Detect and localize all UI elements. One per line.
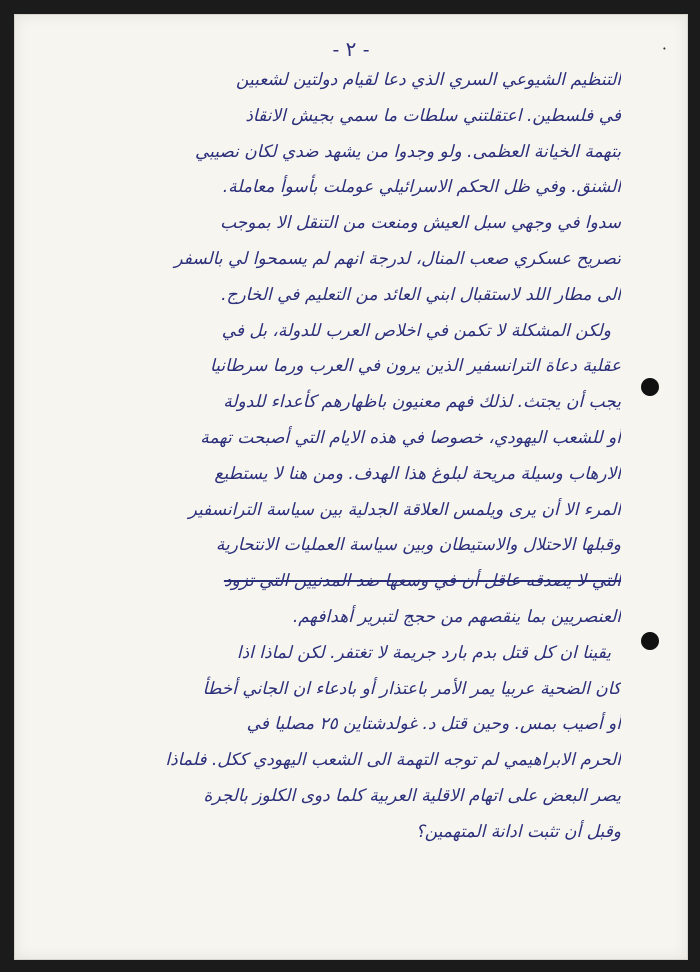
document-page xyxy=(14,14,688,960)
struck-text-line xyxy=(55,564,621,600)
text-line: ولكن المشكلة لا تكمن في اخلاص العرب للدولة، بل في xyxy=(221,320,611,341)
text-line: يجب أن يجتث. لذلك فهم معنيون باظهارهم كأعداء للدولة xyxy=(223,392,621,413)
strikethrough-text: التي لا يصدقه عاقل أن في وسعها ضد المدنيين التي تزود xyxy=(223,571,621,592)
text-line: الارهاب وسيلة مريحة لبلوغ هذا الهدف. ومن هنا لا يستطيع xyxy=(214,463,621,484)
text-line: وقبل أن تثبت ادانة المتهمين؟ xyxy=(415,821,621,842)
text-line: التنظيم الشيوعي السري الذي دعا لقيام دولتين لشعبين xyxy=(236,70,621,90)
text-line: يصر البعض على اتهام الاقلية العربية كلما دوى الكلوز بالجرة xyxy=(203,785,621,806)
punch-hole xyxy=(641,378,659,396)
corner-mark: · xyxy=(661,39,667,58)
text-line: تصريح عسكري صعب المنال، لدرجة انهم لم يسمحوا لي بالسفر xyxy=(174,248,621,269)
page-number: - ٢ - xyxy=(332,37,370,61)
text-line: سدوا في وجهي سبل العيش ومنعت من التنقل الا بموجب xyxy=(220,213,621,234)
text-line: الشنق. وفي ظل الحكم الاسرائيلي عوملت بأسوأ معاملة. xyxy=(222,177,621,198)
text-line: المرء الا أن يرى ويلمس العلاقة الجدلية بين سياسة الترانسفير xyxy=(188,499,621,520)
text-line: يقينا ان كل قتل بدم بارد جريمة لا تغتفر. لكن لماذا اذا xyxy=(236,642,611,663)
text-line: أو للشعب اليهودي، خصوصا في هذه الايام التي أصبحت تهمة xyxy=(200,427,621,448)
text-line: الى مطار اللد لاستقبال ابني العائد من التعليم في الخارج. xyxy=(221,284,621,305)
handwritten-text-body xyxy=(55,63,621,851)
punch-hole xyxy=(641,632,659,650)
text-line: في فلسطين. اعتقلتني سلطات ما سمي بجيش الانقاذ xyxy=(245,105,621,126)
text-line: عقلية دعاة الترانسفير الذين يرون في العرب ورما سرطانيا xyxy=(210,356,621,377)
text-line: الحرم الابراهيمي لم توجه التهمة الى الشعب اليهودي ككل. فلماذا xyxy=(165,750,621,771)
text-line: بتهمة الخيانة العظمى. ولو وجدوا من يشهد ضدي لكان نصيبي xyxy=(194,141,621,162)
text-line: العنصريين بما ينقصهم من حجج لتبرير أهدافهم. xyxy=(292,606,621,627)
text-line: كان الضحية عربيا يمر الأمر باعتذار أو بادعاء ان الجاني أخطأ xyxy=(202,678,621,699)
text-line: وقبلها الاحتلال والاستيطان وبين سياسة العمليات الانتحارية xyxy=(215,535,621,556)
text-line: أو أصيب بمس. وحين قتل د. غولدشتاين ٢٥ مصليا في xyxy=(246,714,621,735)
